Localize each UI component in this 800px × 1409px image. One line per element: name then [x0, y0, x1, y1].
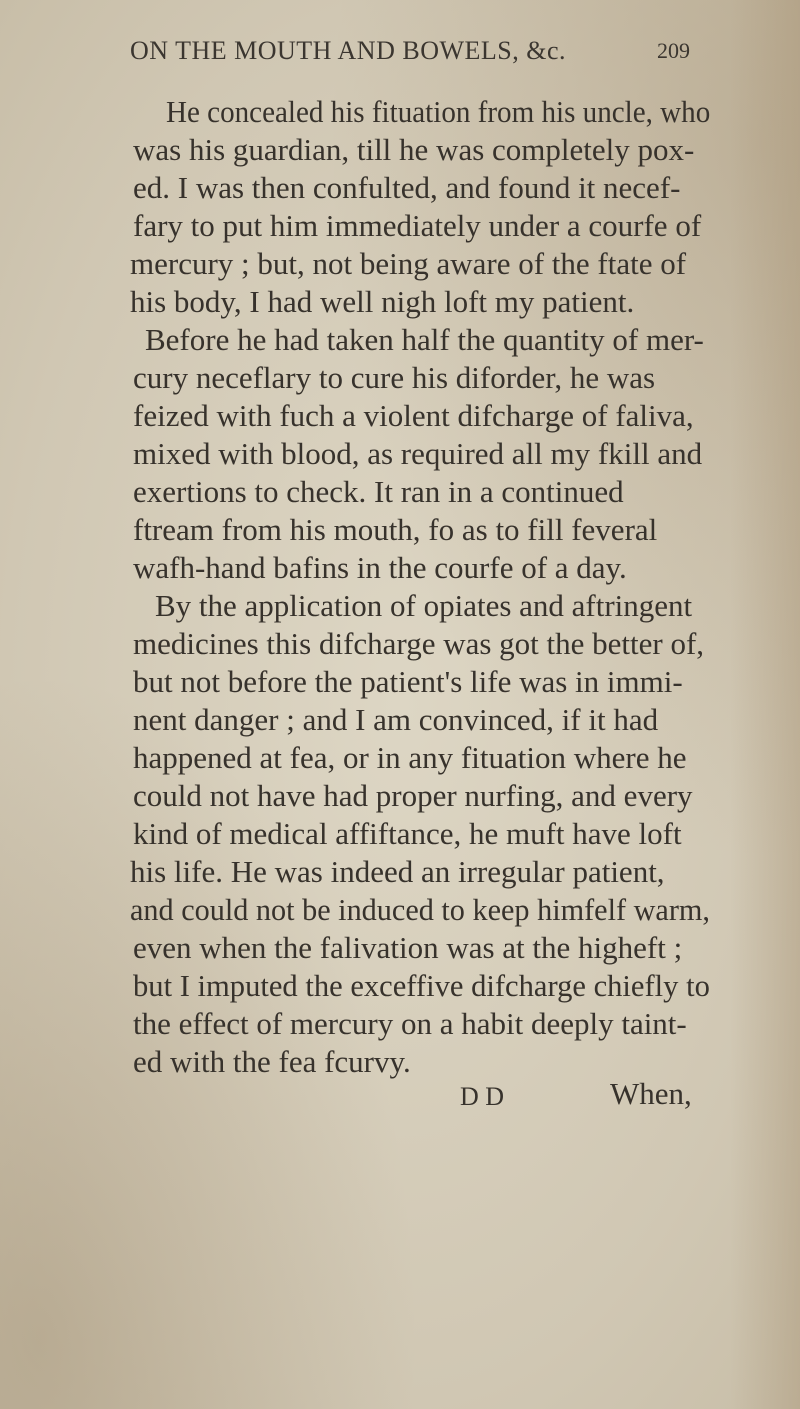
page-edge-shadow	[730, 0, 800, 1409]
text-line: exertions to check. It ran in a continued	[133, 474, 624, 509]
catchword: When,	[610, 1076, 692, 1111]
text-line: the effect of mercury on a habit deeply taint-	[133, 1006, 687, 1041]
text-line: could not have had proper nurfing, and every	[133, 778, 693, 813]
text-line: ftream from his mouth, fo as to fill feveral	[133, 512, 658, 547]
page-footer	[0, 1076, 800, 1122]
text-line: wafh-hand bafins in the courfe of a day.	[133, 550, 627, 585]
text-line: He concealed his fituation from his uncle, who	[166, 94, 711, 129]
text-line: mercury ; but, not being aware of the ftate of	[130, 246, 687, 281]
text-line: nent danger ; and I am convinced, if it had	[133, 702, 659, 737]
text-line: medicines this difcharge was got the better of,	[133, 626, 705, 661]
text-line: cury neceflary to cure his diforder, he was	[133, 360, 656, 395]
text-line: Before he had taken half the quantity of mer-	[145, 322, 704, 357]
page-number: 209	[657, 38, 690, 63]
text-line: mixed with blood, as required all my fkill and	[133, 436, 703, 471]
text-line: fary to put him immediately under a courfe of	[133, 208, 702, 243]
text-line: and could not be induced to keep himfelf warm,	[130, 892, 710, 927]
running-title: ON THE MOUTH AND BOWELS, &c.	[130, 36, 566, 65]
text-line: By the application of opiates and aftringent	[155, 588, 693, 623]
text-line: his body, I had well nigh loft my patient.	[130, 284, 635, 319]
text-line: was his guardian, till he was completely pox-	[133, 132, 695, 167]
text-line: kind of medical affiftance, he muft have loft	[133, 816, 682, 851]
text-line: but not before the patient's life was in immi-	[133, 664, 683, 699]
text-line: happened at fea, or in any fituation where he	[133, 740, 687, 775]
text-line: his life. He was indeed an irregular patient,	[130, 854, 665, 889]
text-line: ed with the fea fcurvy.	[133, 1044, 411, 1079]
text-line: feized with fuch a violent difcharge of faliva,	[133, 398, 694, 433]
text-line: ed. I was then confulted, and found it necef-	[133, 170, 681, 205]
signature-mark: D D	[460, 1082, 505, 1111]
text-line: even when the falivation was at the higheft ;	[133, 930, 683, 965]
page-header	[130, 36, 690, 76]
text-line: but I imputed the exceffive difcharge chiefly to	[133, 968, 710, 1003]
